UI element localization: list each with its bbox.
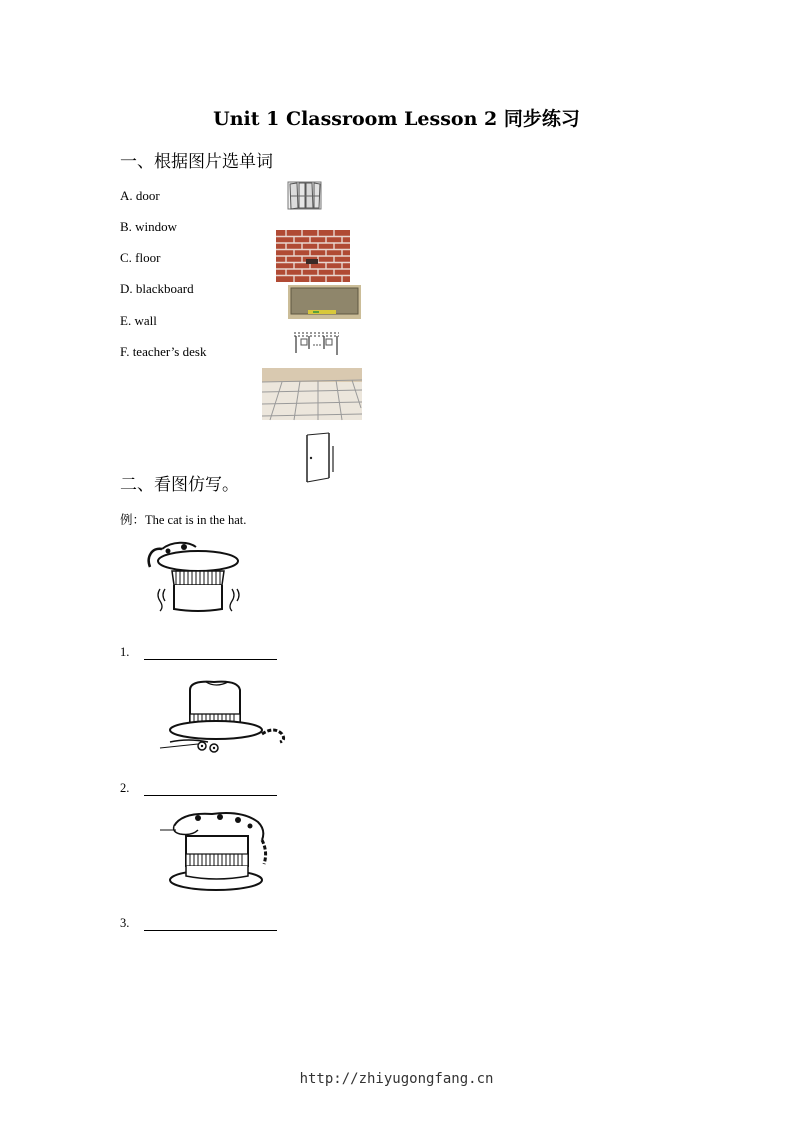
floor-picture (262, 368, 362, 420)
option-f: F. teacher’s desk (120, 344, 207, 359)
option-e: E. wall (120, 313, 157, 328)
question-3-number: 3. (120, 916, 130, 930)
option-d: D. blackboard (120, 281, 194, 296)
teachers-desk-picture (291, 327, 343, 357)
option-b: B. window (120, 219, 178, 234)
answer-line-2[interactable] (144, 795, 277, 796)
example-sentence: 例：The cat is in the hat. (120, 513, 247, 527)
option-a: A. door (120, 188, 160, 203)
window-picture (287, 180, 323, 212)
answer-line-1[interactable] (144, 659, 277, 660)
section-2-heading: 二、看图仿写。 (120, 475, 239, 495)
door-picture (303, 432, 337, 484)
brick-wall-picture (276, 230, 350, 282)
answer-line-3[interactable] (144, 930, 277, 931)
cat-under-hat-picture (158, 676, 290, 758)
cat-on-hat-picture (158, 808, 274, 896)
footer-url[interactable]: http://zhiyugongfang.cn (299, 1071, 494, 1087)
cat-in-hat-picture (138, 537, 244, 615)
section-1-heading: 一、根据图片选单词 (120, 152, 273, 172)
blackboard-picture (288, 285, 361, 319)
question-2-number: 2. (120, 781, 130, 795)
question-1-number: 1. (120, 645, 130, 659)
option-c: C. floor (120, 250, 161, 265)
page-title: Unit 1 Classroom Lesson 2 同步练习 (213, 108, 580, 130)
